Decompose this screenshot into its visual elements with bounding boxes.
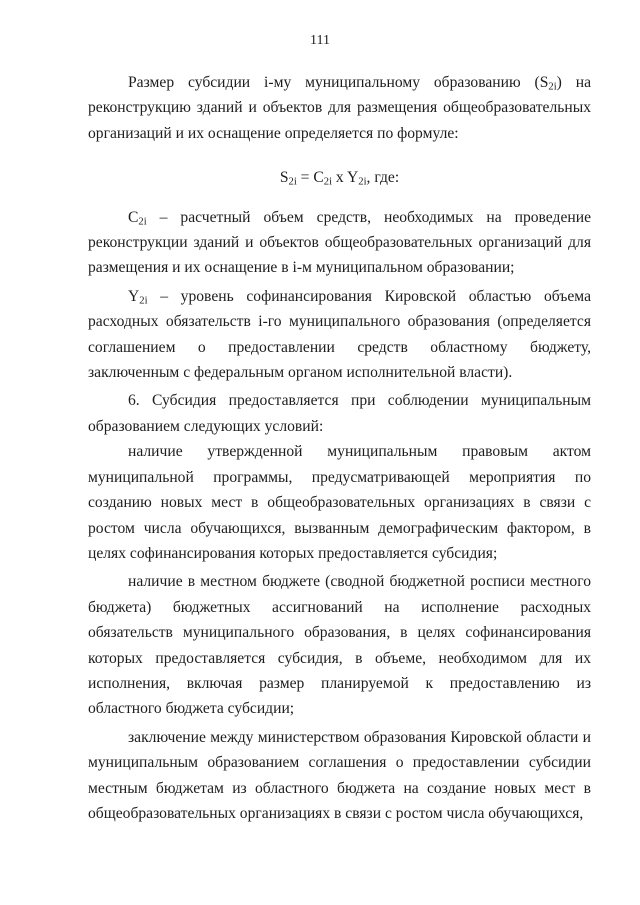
intro-lead: Размер субсидии i-му муниципальному образованию (S: [128, 74, 549, 91]
formula-y-subscript: 2i: [358, 176, 367, 188]
definition-c-subscript: 2i: [138, 216, 147, 228]
intro-paragraph: [88, 70, 591, 146]
formula-tail: , где:: [366, 169, 400, 187]
formula-c-subscript: 2i: [323, 176, 333, 188]
intro-rest: ) на реконструкцию зданий и объектов для размещения общеобразовательных организаций и их оснащение определяется по формуле:: [88, 74, 591, 142]
definition-c-text: – расчетный объем средств, необходимых на проведение реконструкции зданий и объектов общеобразовательных организаций для размещения и их оснащение в i-м муниципальном образовании;: [88, 208, 591, 277]
condition-paragraph-2: наличие в местном бюджете (сводной бюджетной росписи местного бюджета) бюджетных ассигнований на исполнение расходных обязательств муниципального образования, в целях софинансирования которых предоставляется субсидия, в объеме, необходимом для их исполнения, включая размер планируемой к предоставлению из областного бюджета субсидии;: [88, 573, 591, 718]
condition-paragraph-1: наличие утвержденной муниципальным правовым актом муниципальной программы, предусматривающей мероприятия по созданию новых мест в общеобразовательных организациях в связи с ростом числа обучающихся, вызванным демографическим фактором, в целях софинансирования которых предоставляется субсидия;: [88, 443, 591, 562]
paragraph-item-6: 6. Субсидия предоставляется при соблюдении муниципальным образованием следующих условий:: [88, 392, 591, 435]
definition-y-text: – уровень софинансирования Кировской областью объема расходных обязательств i-го муниципального образования (определяется соглашением о предоставлении средств областному бюджету, заключенным с федеральным органом исполнительной власти).: [88, 287, 591, 382]
definition-c-symbol: C: [128, 208, 139, 226]
intro-subscript: 2i: [548, 81, 557, 93]
formula-times-y: x Y: [332, 169, 359, 187]
formula-s-subscript: 2i: [288, 176, 297, 188]
formula-equals-c: = C: [296, 169, 324, 187]
document-body: [88, 70, 591, 826]
definition-y: [88, 284, 591, 386]
formula-s: S: [279, 169, 289, 187]
definition-y-subscript: 2i: [139, 295, 148, 307]
page-number: 111: [310, 33, 330, 48]
definition-c: [88, 205, 591, 281]
definition-y-symbol: Y: [128, 287, 140, 305]
formula: [88, 165, 591, 190]
condition-paragraph-3: заключение между министерством образования Кировской области и муниципальным образованием соглашения о предоставлении субсидии местным бюджетам из областного бюджета на создание новых мест в общеобразовательных организациях в связи с ростом числа обучающихся,: [88, 728, 591, 822]
